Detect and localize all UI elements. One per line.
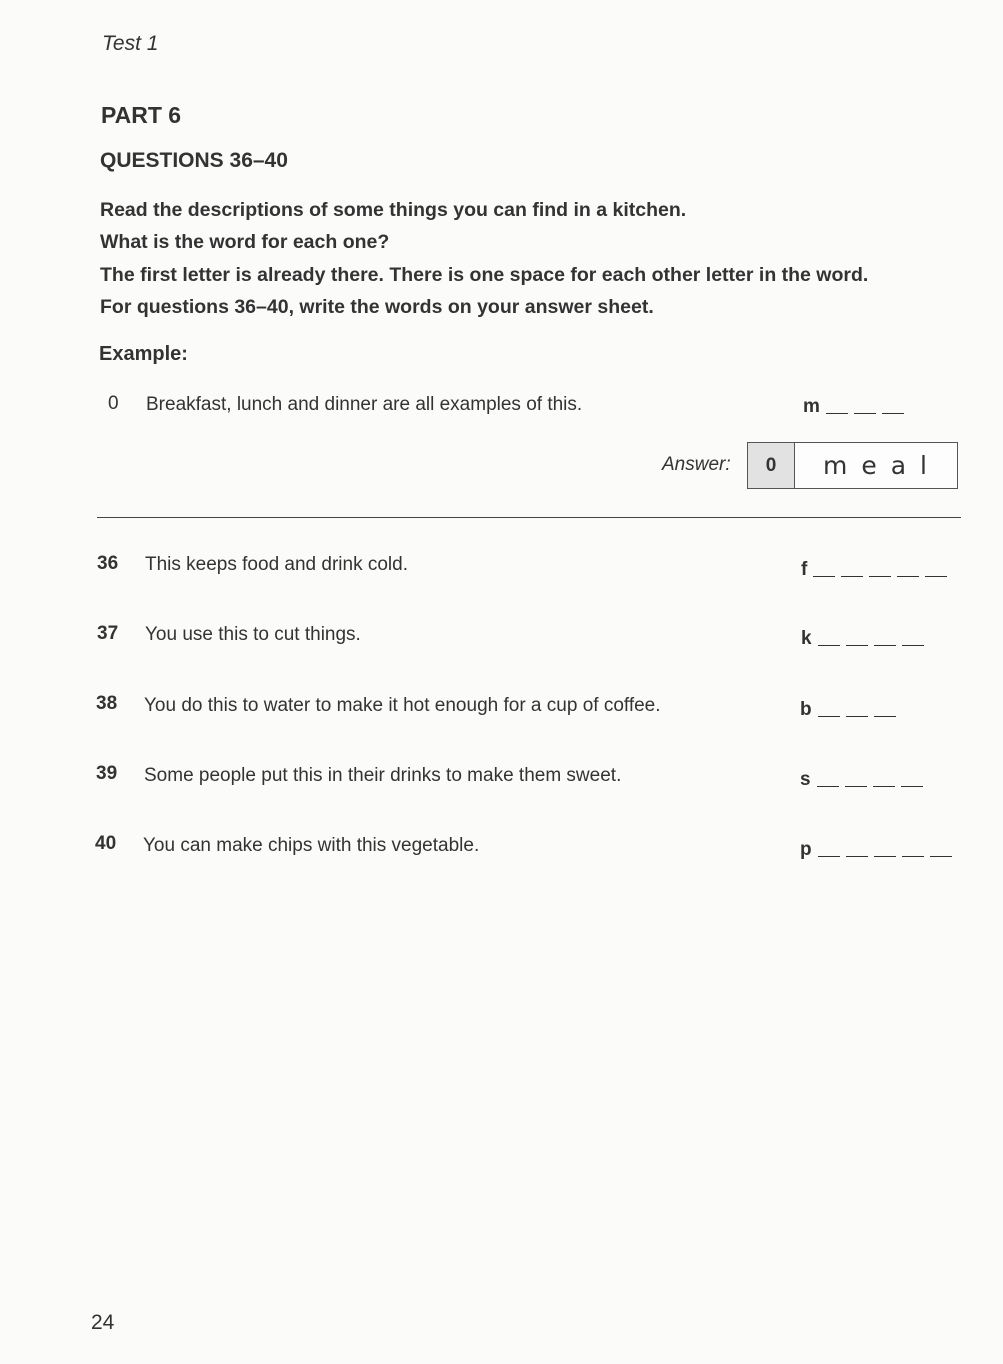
blank-line xyxy=(841,576,863,577)
test-label: Test 1 xyxy=(102,32,159,55)
blank-line xyxy=(874,645,896,646)
question-40-hint xyxy=(800,839,952,861)
blank-line xyxy=(845,786,867,787)
blank-line xyxy=(902,856,924,857)
question-37-text: You use this to cut things. xyxy=(145,624,361,645)
divider-line xyxy=(97,517,961,518)
question-39-hint xyxy=(800,769,923,791)
answer-box-word: meal xyxy=(823,451,941,480)
blank-line xyxy=(818,645,840,646)
question-37-number: 37 xyxy=(97,623,119,644)
blank-line xyxy=(897,576,919,577)
question-38-hint xyxy=(800,699,896,721)
blank-line xyxy=(813,576,835,577)
instruction-line-1: Read the descriptions of some things you can find in a kitchen. xyxy=(100,199,687,221)
example-number: 0 xyxy=(108,393,119,414)
blank-line xyxy=(846,856,868,857)
question-36-number: 36 xyxy=(97,553,119,574)
question-40-number: 40 xyxy=(95,833,117,854)
blank-line xyxy=(818,716,840,717)
page-number: 24 xyxy=(91,1311,115,1334)
instruction-line-2: What is the word for each one? xyxy=(100,231,390,253)
example-hint xyxy=(803,396,904,418)
question-40-first-letter: p xyxy=(800,839,812,860)
question-40-text: You can make chips with this vegetable. xyxy=(143,835,480,856)
question-36-text: This keeps food and drink cold. xyxy=(145,554,408,575)
question-36-hint xyxy=(801,559,947,581)
blank-line xyxy=(869,576,891,577)
blank-line xyxy=(930,856,952,857)
question-36-first-letter: f xyxy=(801,559,808,580)
example-answer-box xyxy=(747,442,958,489)
questions-title: QUESTIONS 36–40 xyxy=(100,149,288,172)
blank-line xyxy=(854,413,876,414)
example-label: Example: xyxy=(99,343,188,365)
blank-line xyxy=(902,645,924,646)
example-text: Breakfast, lunch and dinner are all examples of this. xyxy=(146,394,583,415)
blank-line xyxy=(925,576,947,577)
question-39-first-letter: s xyxy=(800,769,811,790)
blank-line xyxy=(817,786,839,787)
answer-label: Answer: xyxy=(662,454,731,475)
blank-line xyxy=(874,856,896,857)
blank-line xyxy=(846,645,868,646)
blank-line xyxy=(873,786,895,787)
question-39-text: Some people put this in their drinks to make them sweet. xyxy=(144,765,622,786)
question-37-first-letter: k xyxy=(801,628,812,649)
part-title: PART 6 xyxy=(101,102,182,128)
blank-line xyxy=(826,413,848,414)
blank-line xyxy=(874,716,896,717)
example-first-letter: m xyxy=(803,396,820,417)
blank-line xyxy=(818,856,840,857)
question-38-text: You do this to water to make it hot enough for a cup of coffee. xyxy=(144,695,661,716)
answer-box-number: 0 xyxy=(748,443,795,488)
question-37-hint xyxy=(801,628,924,650)
blank-line xyxy=(901,786,923,787)
question-38-number: 38 xyxy=(96,693,118,714)
question-39-number: 39 xyxy=(96,763,118,784)
instruction-line-3: The first letter is already there. There is one space for each other letter in the word. xyxy=(100,264,869,286)
blank-line xyxy=(882,413,904,414)
blank-line xyxy=(846,716,868,717)
question-38-first-letter: b xyxy=(800,699,812,720)
instruction-line-4: For questions 36–40, write the words on your answer sheet. xyxy=(100,296,654,318)
